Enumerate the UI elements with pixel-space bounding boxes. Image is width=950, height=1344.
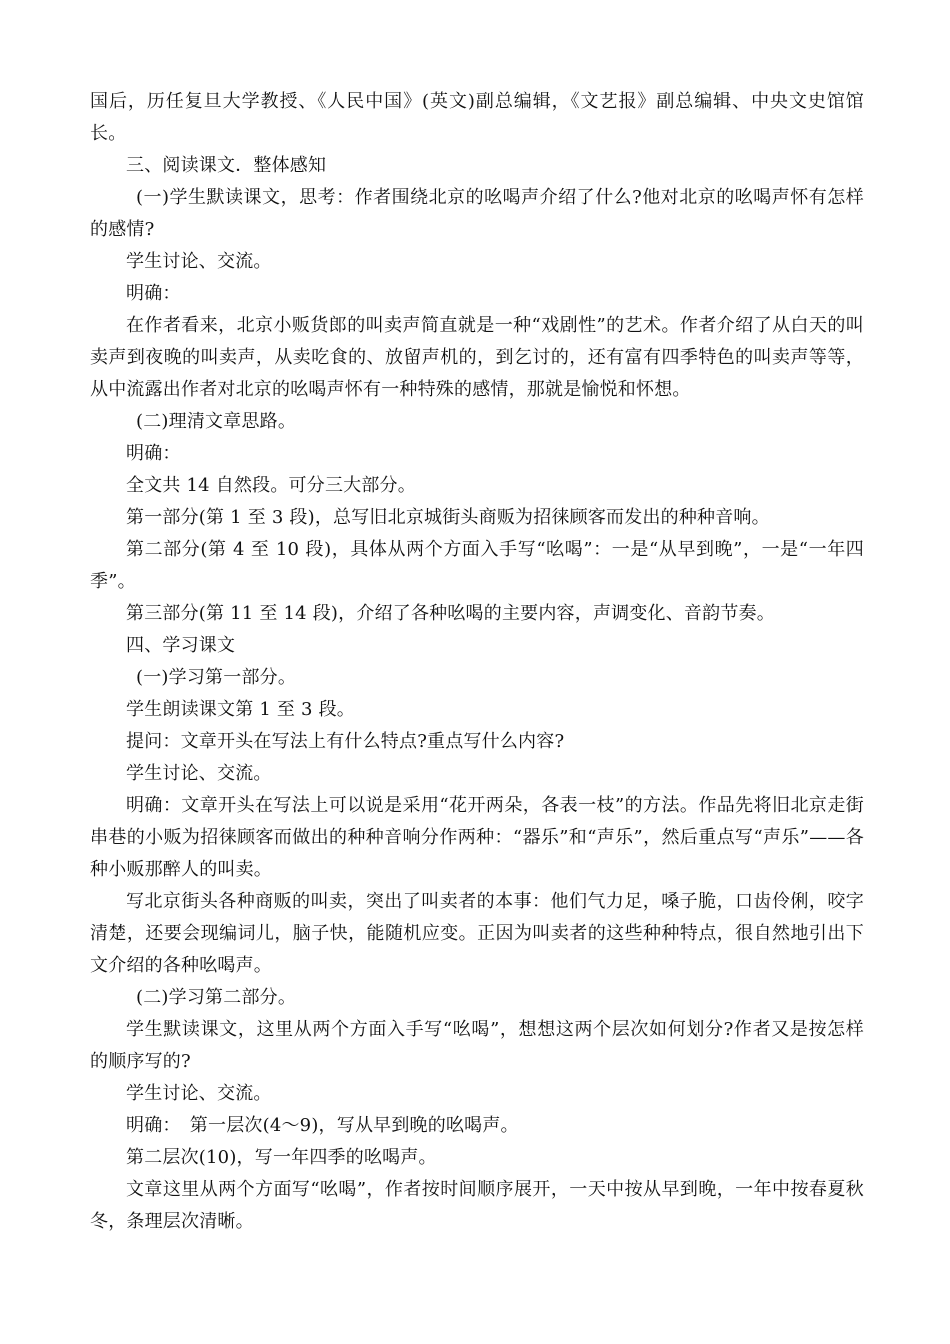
paragraph: 第一部分(第 1 至 3 段)，总写旧北京城街头商贩为招徕顾客而发出的种种音响。 — [126, 507, 770, 528]
paragraph: 学生默读课文，这里从两个方面入手写“吆喝”，想想这两个层次如何划分?作者又是按怎样的顺序写的? — [90, 1019, 864, 1072]
paragraph: 第二层次(10)，写一年四季的吆喝声。 — [126, 1147, 437, 1168]
section-heading: 三、阅读课文．整体感知 — [126, 155, 327, 176]
paragraph: 学生朗读课文第 1 至 3 段。 — [126, 699, 355, 720]
paragraph: 第三部分(第 11 至 14 段)，介绍了各种吆喝的主要内容，声调变化、音韵节奏。 — [126, 603, 775, 624]
paragraph: 明确： — [126, 443, 181, 464]
paragraph: 写北京街头各种商贩的叫卖，突出了叫卖者的本事：他们气力足，嗓子脆，口齿伶俐，咬字清楚，还要会现编词儿，脑子快，能随机应变。正因为叫卖者的这些种种特点，很自然地引出下文介绍的各种吆喝声。 — [90, 891, 864, 976]
paragraph: 明确： — [126, 283, 181, 304]
paragraph: 学生讨论、交流。 — [126, 1083, 272, 1104]
paragraph: 文章这里从两个方面写“吆喝”，作者按时间顺序展开，一天中按从早到晚，一年中按春夏秋冬，条理层次清晰。 — [90, 1179, 864, 1232]
subsection-heading: (二)理清文章思路。 — [136, 411, 297, 432]
paragraph: 国后，历任复旦大学教授、《人民中国》(英文)副总编辑，《文艺报》副总编辑、中央文史馆馆长。 — [90, 91, 864, 144]
section-heading: 四、学习课文 — [126, 635, 236, 656]
paragraph: 全文共 14 自然段。可分三大部分。 — [126, 475, 416, 496]
subsection-heading: (一)学习第一部分。 — [136, 667, 297, 688]
paragraph: 在作者看来，北京小贩货郎的叫卖声简直就是一种“戏剧性”的艺术。作者介绍了从白天的叫卖声到夜晚的叫卖声，从卖吃食的、放留声机的，到乞讨的，还有富有四季特色的叫卖声等等，从中流露出作者对北京的吆喝声怀有一种特殊的感情，那就是愉悦和怀想。 — [90, 315, 864, 400]
document-page — [90, 86, 864, 1238]
paragraph: 明确：文章开头在写法上可以说是采用“花开两朵，各表一枝”的方法。作品先将旧北京走街串巷的小贩为招徕顾客而做出的种种音响分作两种：“器乐”和“声乐”，然后重点写“声乐”——各种小贩那醉人的叫卖。 — [90, 795, 864, 880]
paragraph: 提问：文章开头在写法上有什么特点?重点写什么内容? — [126, 731, 565, 752]
subsection-heading: (二)学习第二部分。 — [136, 987, 297, 1008]
paragraph: 学生讨论、交流。 — [126, 251, 272, 272]
paragraph: 明确： 第一层次(4～9)，写从早到晚的吆喝声。 — [126, 1115, 519, 1136]
paragraph: 第二部分(第 4 至 10 段)，具体从两个方面入手写“吆喝”：一是“从早到晚”，一是“一年四季”。 — [90, 539, 864, 592]
subsection-heading: (一)学生默读课文，思考：作者围绕北京的吆喝声介绍了什么?他对北京的吆喝声怀有怎样的感情? — [90, 187, 864, 240]
paragraph: 学生讨论、交流。 — [126, 763, 272, 784]
